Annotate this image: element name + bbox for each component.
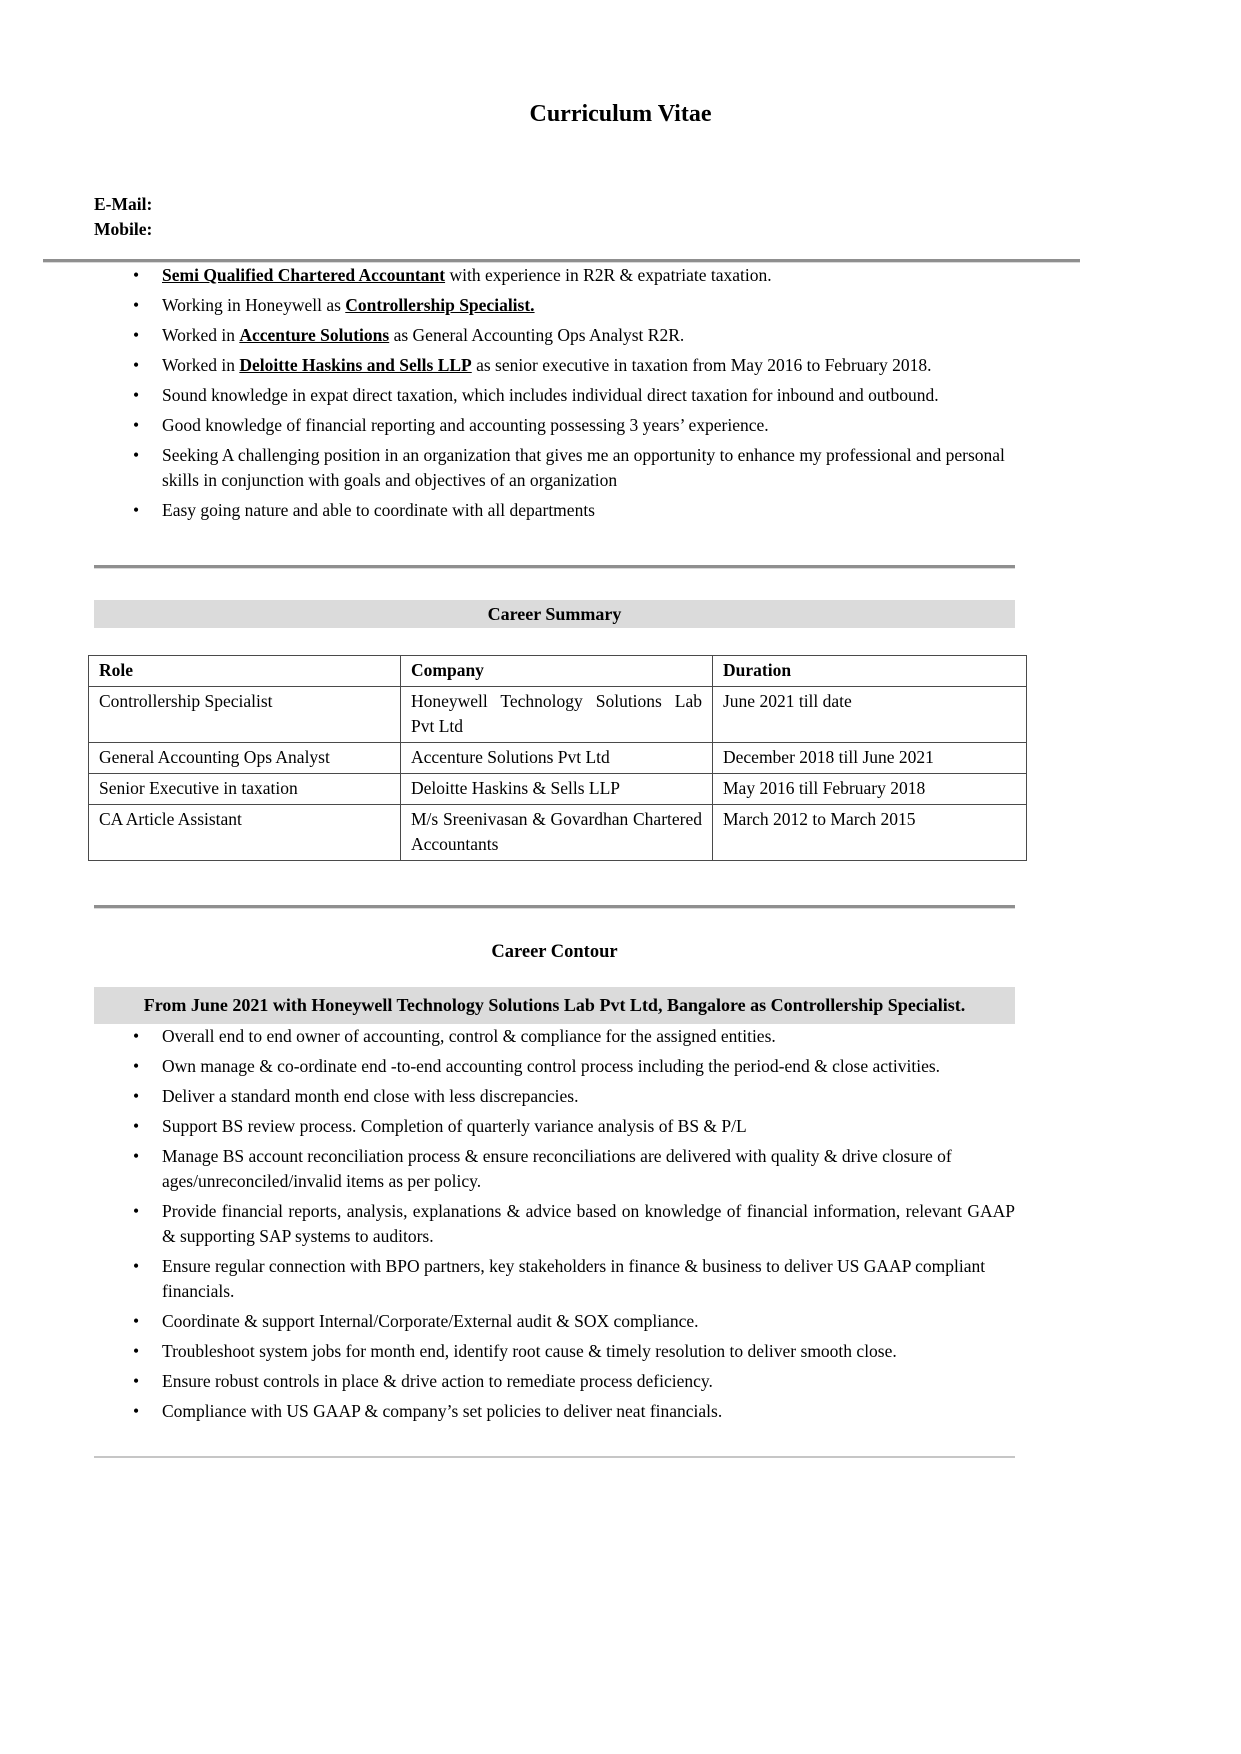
text-run: Worked in bbox=[162, 355, 240, 375]
page-content bbox=[94, 192, 1015, 1458]
table-header-row bbox=[89, 656, 1027, 687]
emphasized-text-run: Accenture Solutions bbox=[239, 325, 390, 345]
text-run: Manage BS account reconciliation process & ensure reconciliations are delivered with quality & drive closure of ages/unreconciled/invalid items as per policy. bbox=[162, 1146, 952, 1191]
list-item bbox=[94, 1084, 1015, 1109]
table-row bbox=[89, 774, 1027, 805]
role-cell: Controllership Specialist bbox=[89, 687, 401, 743]
duration-cell: December 2018 till June 2021 bbox=[713, 743, 1027, 774]
list-item bbox=[94, 1399, 1015, 1424]
list-item bbox=[94, 1144, 1015, 1194]
text-run: Coordinate & support Internal/Corporate/External audit & SOX compliance. bbox=[162, 1311, 699, 1331]
role-cell: General Accounting Ops Analyst bbox=[89, 743, 401, 774]
text-run: Deliver a standard month end close with less discrepancies. bbox=[162, 1086, 579, 1106]
list-item bbox=[94, 1309, 1015, 1334]
list-item bbox=[94, 1024, 1015, 1049]
role-cell: CA Article Assistant bbox=[89, 805, 401, 861]
list-item bbox=[94, 1054, 1015, 1079]
list-item bbox=[94, 413, 1015, 438]
text-run: Overall end to end owner of accounting, control & compliance for the assigned entities. bbox=[162, 1026, 776, 1046]
table-row bbox=[89, 743, 1027, 774]
column-header: Role bbox=[89, 656, 401, 687]
list-item bbox=[94, 353, 1015, 378]
column-header: Company bbox=[401, 656, 713, 687]
list-item bbox=[94, 263, 1015, 288]
column-header: Duration bbox=[713, 656, 1027, 687]
text-run: Worked in bbox=[162, 325, 240, 345]
list-item bbox=[94, 1369, 1015, 1394]
email-row bbox=[94, 192, 1015, 217]
text-run: Support BS review process. Completion of quarterly variance analysis of BS & P/L bbox=[162, 1116, 747, 1136]
duration-cell: May 2016 till February 2018 bbox=[713, 774, 1027, 805]
emphasized-text-run: Deloitte Haskins and Sells LLP bbox=[239, 355, 472, 375]
company-cell: Accenture Solutions Pvt Ltd bbox=[401, 743, 713, 774]
mobile-label: Mobile: bbox=[94, 219, 153, 239]
career-contour-banner: From June 2021 with Honeywell Technology Solutions Lab Pvt Ltd, Bangalore as Controllership Specialist. bbox=[94, 987, 1015, 1024]
text-run: with experience in R2R & expatriate taxation. bbox=[445, 265, 772, 285]
text-run: Compliance with US GAAP & company’s set policies to deliver neat financials. bbox=[162, 1401, 723, 1421]
profile-bullet-list bbox=[94, 263, 1015, 523]
text-run: Own manage & co-ordinate end -to-end accounting control process including the period-end & close activities. bbox=[162, 1056, 941, 1076]
horizontal-rule-career-summary bbox=[94, 565, 1015, 569]
career-contour-heading: Career Contour bbox=[491, 942, 618, 962]
list-item bbox=[94, 498, 1015, 523]
text-run: Seeking A challenging position in an organization that gives me an opportunity to enhance my professional and personal skills in conjunction with goals and objectives of an organization bbox=[162, 445, 1005, 490]
text-run: Troubleshoot system jobs for month end, identify root cause & timely resolution to deliver smooth close. bbox=[162, 1341, 897, 1361]
emphasized-text-run: Controllership Specialist. bbox=[345, 295, 535, 315]
text-run: Provide financial reports, analysis, explanations & advice based on knowledge of financial information, relevant GAAP & supporting SAP systems to auditors. bbox=[162, 1201, 1015, 1246]
email-label: E-Mail: bbox=[94, 194, 153, 214]
table-row bbox=[89, 687, 1027, 743]
page-title: Curriculum Vitae bbox=[529, 101, 712, 127]
text-run: Ensure regular connection with BPO partners, key stakeholders in finance & business to deliver US GAAP compliant financials. bbox=[162, 1256, 986, 1301]
list-item bbox=[94, 323, 1015, 348]
list-item bbox=[94, 1254, 1015, 1304]
table-row bbox=[89, 805, 1027, 861]
company-cell: M/s Sreenivasan & Govardhan Chartered Accountants bbox=[401, 805, 713, 861]
list-item bbox=[94, 293, 1015, 318]
text-run: Easy going nature and able to coordinate with all departments bbox=[162, 500, 595, 520]
career-summary-heading: Career Summary bbox=[94, 600, 1015, 628]
text-run: Ensure robust controls in place & drive action to remediate process deficiency. bbox=[162, 1371, 713, 1391]
career-summary-table bbox=[88, 655, 1027, 861]
text-run: Good knowledge of financial reporting and accounting possessing 3 years’ experience. bbox=[162, 415, 769, 435]
duration-cell: March 2012 to March 2015 bbox=[713, 805, 1027, 861]
text-run: as senior executive in taxation from May 2016 to February 2018. bbox=[471, 355, 932, 375]
list-item bbox=[94, 443, 1015, 493]
text-run: Working in Honeywell as bbox=[162, 295, 346, 315]
list-item bbox=[94, 1114, 1015, 1139]
career-contour-bullet-list bbox=[94, 1024, 1015, 1424]
list-item bbox=[94, 383, 1015, 408]
list-item bbox=[94, 1339, 1015, 1364]
emphasized-text-run: Semi Qualified Chartered Accountant bbox=[162, 265, 446, 285]
company-cell: Honeywell Technology Solutions Lab Pvt Ltd bbox=[401, 687, 713, 743]
horizontal-rule-bottom bbox=[94, 1456, 1015, 1458]
list-item bbox=[94, 1199, 1015, 1249]
duration-cell: June 2021 till date bbox=[713, 687, 1027, 743]
text-run: Sound knowledge in expat direct taxation, which includes individual direct taxation for inbound and outbound. bbox=[162, 385, 939, 405]
contact-block bbox=[94, 192, 1015, 242]
mobile-row bbox=[94, 217, 1015, 242]
role-cell: Senior Executive in taxation bbox=[89, 774, 401, 805]
horizontal-rule-career-contour bbox=[94, 905, 1015, 909]
text-run: as General Accounting Ops Analyst R2R. bbox=[389, 325, 685, 345]
company-cell: Deloitte Haskins & Sells LLP bbox=[401, 774, 713, 805]
